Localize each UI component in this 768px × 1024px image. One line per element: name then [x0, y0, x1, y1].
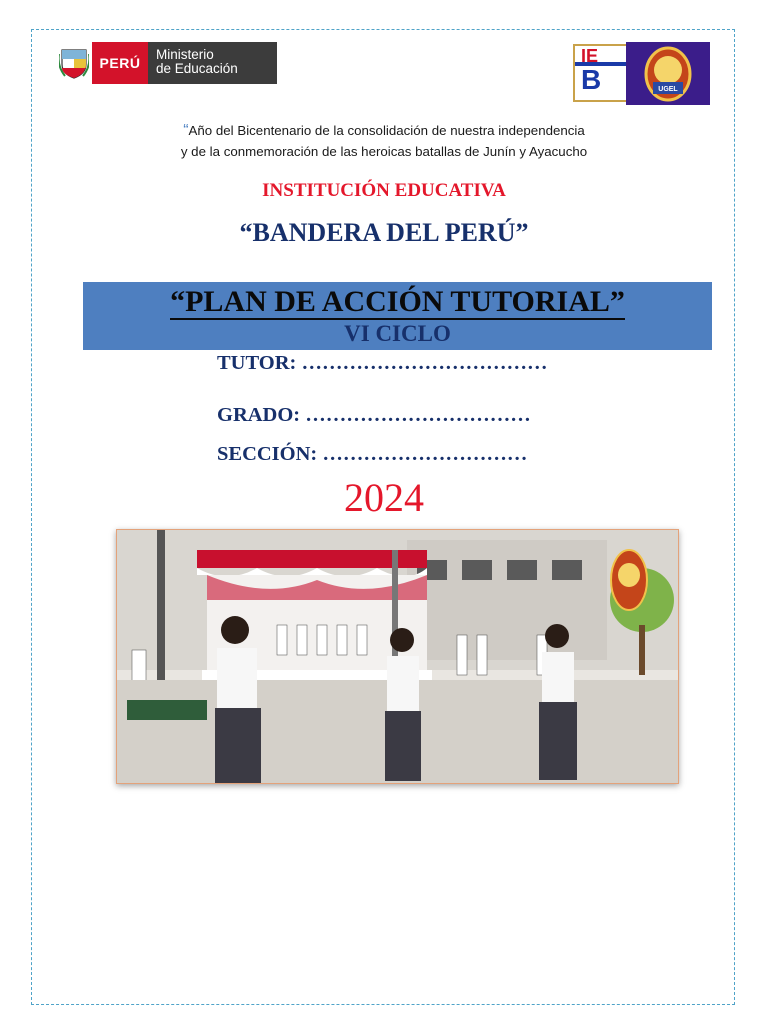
plan-title-text: “PLAN DE ACCIÓN TUTORIAL” — [170, 285, 625, 318]
year-motto — [0, 120, 768, 162]
peru-label: PERÚ — [92, 42, 148, 84]
school-name: “BANDERA DEL PERÚ” — [239, 218, 529, 247]
peru-coat-of-arms-icon — [56, 42, 92, 84]
plan-title — [83, 284, 712, 320]
title-banner — [83, 282, 712, 350]
ministerio-educacion-logo — [56, 42, 277, 84]
ministerio-line2: de Educación — [156, 61, 238, 76]
ugel-pisco-logo — [626, 42, 710, 105]
motto-line2: y de la conmemoración de las heroicas batallas de Junín y Ayacucho — [180, 144, 588, 159]
seccion-field: SECCIÓN: ………………………… — [217, 443, 528, 465]
school-logo-ie: IE — [581, 46, 599, 66]
svg-text:UGEL: UGEL — [658, 85, 678, 93]
motto-open-quote: “ — [183, 122, 189, 139]
motto-line1 — [0, 120, 768, 141]
institution-label: INSTITUCIÓN EDUCATIVA — [262, 180, 506, 201]
school-logo — [573, 44, 633, 102]
ministerio-line1: Ministerio — [156, 47, 214, 62]
ministerio-label — [148, 42, 277, 84]
school-logo-b: B — [581, 64, 602, 95]
year-label: 2024 — [344, 475, 424, 520]
grado-field: GRADO: …………………………… — [217, 404, 531, 426]
tutor-field: TUTOR: ……………………………… — [217, 352, 548, 374]
ciclo-subtitle: VI CICLO — [344, 321, 451, 346]
motto-line1-text: Año del Bicentenario de la consolidación de nuestra independencia — [188, 123, 585, 138]
school-ceremony-photo — [116, 529, 679, 784]
